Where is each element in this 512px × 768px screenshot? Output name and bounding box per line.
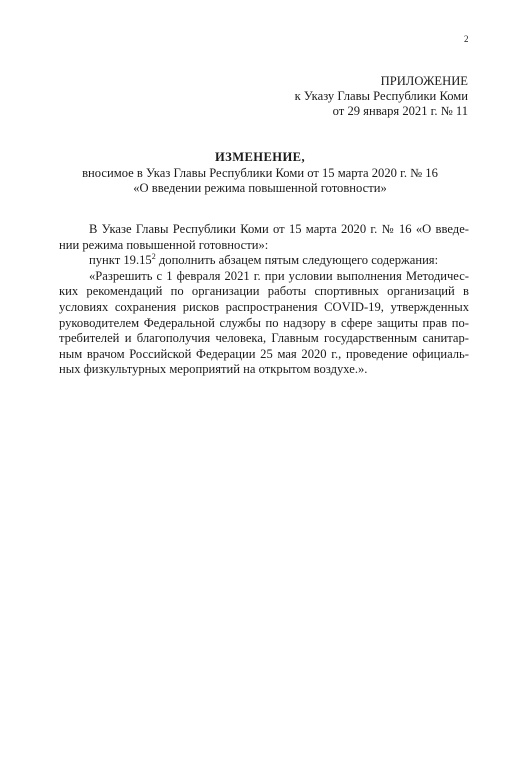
appendix-header bbox=[208, 74, 468, 119]
quote-line: требителей и благополучия человека, Главным государственным санитар- bbox=[59, 331, 469, 346]
title-line-1: вносимое в Указ Главы Республики Коми от 15 марта 2020 г. № 16 bbox=[82, 165, 438, 180]
appendix-date: от 29 января 2021 г. № 11 bbox=[332, 104, 468, 118]
appendix-label: ПРИЛОЖЕНИЕ bbox=[380, 74, 468, 88]
paragraph-1-line-2: нии режима повышенной готовности»: bbox=[59, 237, 269, 252]
paragraph-2-suffix: дополнить абзацем пятым следующего содержания: bbox=[155, 253, 439, 268]
quote-line: условиях сохранения рисков распространения COVID-19, утвержденных bbox=[59, 299, 469, 314]
document-heading: ИЗМЕНЕНИЕ, bbox=[214, 150, 306, 164]
quote-line: ких рекомендаций по организации работы спортивных организаций в bbox=[59, 284, 469, 299]
page-number: 2 bbox=[464, 34, 469, 44]
body-text bbox=[59, 222, 469, 378]
paragraph-1-line-1: В Указе Главы Республики Коми от 15 марта 2020 г. № 16 «О введе- bbox=[89, 222, 469, 236]
quote-line: «Разрешить с 1 февраля 2021 г. при условии выполнения Методичес- bbox=[89, 268, 469, 283]
paragraph-2 bbox=[59, 253, 469, 269]
appendix-decree-ref: к Указу Главы Республики Коми bbox=[294, 89, 468, 103]
quote-line: ным врачом Российской Федерации 25 мая 2020 г., проведение официаль- bbox=[59, 346, 469, 361]
paragraph-2-prefix: пункт 19.15 bbox=[89, 253, 152, 268]
quote-last-line: ных физкультурных мероприятий на открытом воздухе.». bbox=[59, 362, 368, 377]
paragraph-2-superscript: 2 bbox=[151, 252, 156, 261]
title-line-2: «О введении режима повышенной готовности» bbox=[133, 181, 387, 195]
title-block bbox=[60, 150, 460, 197]
quote-line: руководителем Федеральной службы по надзору в сфере защиты прав по- bbox=[59, 315, 469, 330]
